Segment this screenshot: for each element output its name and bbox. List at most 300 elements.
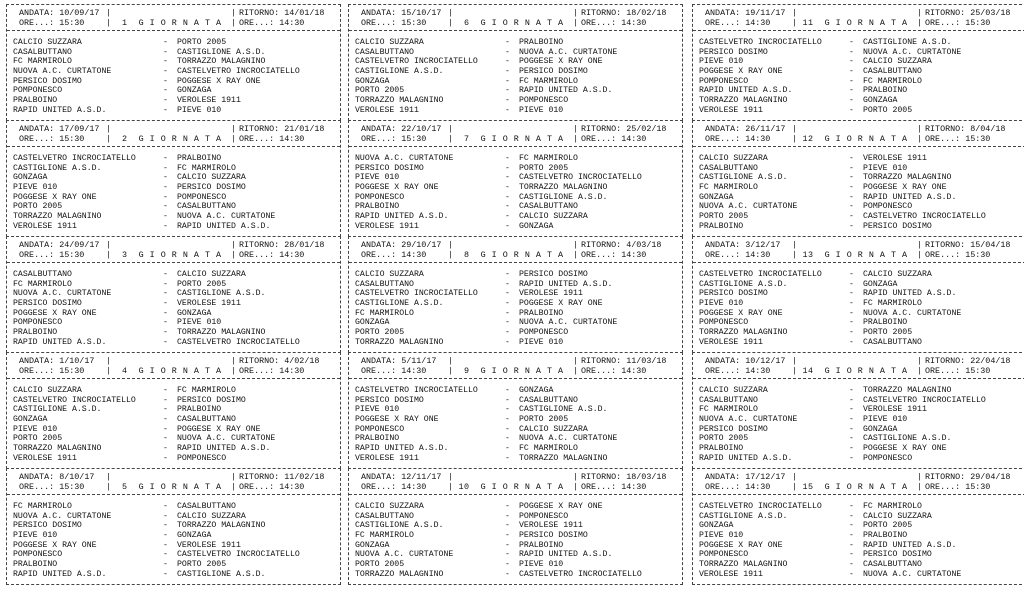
match-dash: -: [505, 212, 510, 222]
match-row: [355, 173, 678, 183]
away-team: FC MARMIROLO: [519, 76, 578, 86]
home-team: PIEVE 010: [355, 405, 400, 415]
match-row: [699, 434, 1022, 444]
away-team: CALCIO SUZZARA: [863, 270, 932, 279]
match-row: [13, 222, 336, 232]
match-row: [355, 521, 678, 531]
ritorno-time: ORE...: 15:30: [925, 133, 991, 144]
away-team: PERSICO DOSIMO: [177, 395, 246, 405]
home-team: VEROLESE 1911: [699, 569, 763, 579]
match-list: [699, 502, 1022, 580]
round-header-times: [355, 251, 680, 261]
round-title: 5 G I O R N A T A: [111, 481, 222, 492]
away-team: NUOVA A.C. CURTATONE: [519, 434, 618, 444]
match-row: [699, 280, 1022, 290]
match-row: [699, 96, 1022, 106]
away-team: POMPONESCO: [863, 453, 913, 463]
match-row: [699, 541, 1022, 551]
match-row: [699, 154, 1022, 164]
ritorno-time: ORE...: 14:30: [581, 481, 647, 492]
header-divider: |: [917, 249, 923, 260]
home-team: TORRAZZO MALAGNINO: [699, 96, 788, 106]
home-team: PIEVE 010: [699, 299, 744, 309]
round-title: 3 G I O R N A T A: [111, 249, 222, 260]
header-divider: |: [448, 365, 454, 376]
match-dash: -: [849, 202, 854, 212]
match-row: [355, 405, 678, 415]
away-team: POMPONESCO: [177, 453, 227, 463]
match-dash: -: [163, 96, 168, 106]
header-divider: |: [917, 133, 923, 144]
header-separator: [7, 262, 340, 263]
round-block: [348, 236, 683, 353]
andata-time: ORE...: 15:30: [19, 249, 85, 260]
away-team: PERSICO DOSIMO: [863, 550, 932, 560]
match-row: [13, 405, 336, 415]
match-dash: -: [849, 328, 854, 338]
match-row: [699, 444, 1022, 454]
header-divider: |: [792, 481, 798, 492]
header-divider: |: [231, 17, 237, 28]
round-header-times: [355, 19, 680, 29]
away-team: GONZAGA: [177, 86, 212, 96]
match-row: [355, 289, 678, 299]
match-dash: -: [163, 212, 168, 222]
match-row: [13, 86, 336, 96]
home-team: CASTIGLIONE A.S.D.: [699, 279, 788, 289]
away-team: PRALBOINO: [177, 154, 222, 163]
header-separator: [349, 494, 682, 495]
match-row: [355, 77, 678, 87]
away-team: PRALBOINO: [863, 86, 908, 96]
match-list: [699, 270, 1022, 348]
match-list: [355, 270, 678, 348]
round-title: 9 G I O R N A T A: [453, 365, 564, 376]
home-team: FC MARMIROLO: [699, 183, 758, 193]
match-row: [355, 512, 678, 522]
away-team: CASTELVETRO INCROCIATELLO: [863, 395, 986, 405]
ritorno-date: RITORNO: 28/01/18: [239, 240, 325, 250]
match-dash: -: [505, 96, 510, 106]
round-block: [6, 468, 341, 585]
match-row: [355, 531, 678, 541]
match-row: [355, 396, 678, 406]
round-title: 1 G I O R N A T A: [111, 17, 222, 28]
match-dash: -: [849, 57, 854, 67]
away-team: PIEVE 010: [519, 560, 564, 570]
header-divider: |: [448, 356, 454, 366]
match-row: [699, 193, 1022, 203]
match-dash: -: [849, 154, 854, 163]
andata-date: ANDATA: 1/10/17: [19, 356, 95, 366]
header-divider: |: [106, 365, 112, 376]
header-divider: |: [106, 124, 112, 134]
home-team: POGGESE X RAY ONE: [13, 192, 97, 202]
match-dash: -: [163, 395, 168, 405]
match-dash: -: [505, 192, 510, 202]
home-team: POGGESE X RAY ONE: [699, 308, 783, 318]
header-divider: |: [792, 472, 798, 482]
header-separator: [693, 30, 1024, 31]
match-row: [13, 280, 336, 290]
andata-time: ORE...: 14:30: [705, 481, 771, 492]
ritorno-time: ORE...: 14:30: [581, 133, 647, 144]
match-row: [13, 212, 336, 222]
away-team: CASTELVETRO INCROCIATELLO: [519, 569, 642, 579]
home-team: PERSICO DOSIMO: [699, 424, 768, 434]
ritorno-date: RITORNO: 11/03/18: [581, 356, 667, 366]
home-team: CALCIO SUZZARA: [13, 386, 82, 395]
ritorno-time: ORE...: 15:30: [925, 481, 991, 492]
header-divider: |: [573, 249, 579, 260]
round-block: [692, 120, 1024, 237]
match-dash: -: [163, 192, 168, 202]
home-team: TORRAZZO MALAGNINO: [355, 569, 444, 579]
home-team: VEROLESE 1911: [699, 337, 763, 347]
ritorno-time: ORE...: 14:30: [581, 249, 647, 260]
header-divider: |: [917, 472, 923, 482]
away-team: NUOVA A.C. CURTATONE: [177, 212, 276, 222]
match-row: [13, 48, 336, 58]
home-team: CASTELVETRO INCROCIATELLO: [699, 270, 822, 279]
home-team: GONZAGA: [13, 415, 48, 425]
match-row: [355, 212, 678, 222]
match-row: [355, 48, 678, 58]
ritorno-date: RITORNO: 29/04/18: [925, 472, 1011, 482]
round-header-times: [355, 483, 680, 493]
header-divider: |: [106, 356, 112, 366]
match-row: [699, 560, 1022, 570]
home-team: RAPID UNITED A.S.D.: [13, 105, 107, 115]
home-team: PERSICO DOSIMO: [699, 289, 768, 299]
andata-time: ORE...: 15:30: [361, 133, 427, 144]
header-divider: |: [573, 8, 579, 18]
andata-time: ORE...: 14:30: [705, 365, 771, 376]
round-title: 12 G I O R N A T A: [797, 133, 908, 144]
match-dash: -: [505, 531, 510, 541]
match-dash: -: [849, 308, 854, 318]
home-team: CALCIO SUZZARA: [355, 502, 424, 511]
away-team: CASTELVETRO INCROCIATELLO: [177, 550, 300, 560]
away-team: POMPONESCO: [177, 192, 227, 202]
match-row: [355, 415, 678, 425]
away-team: CASALBUTTANO: [177, 502, 236, 511]
match-dash: -: [849, 221, 854, 231]
match-dash: -: [505, 540, 510, 550]
match-row: [13, 96, 336, 106]
home-team: CASTELVETRO INCROCIATELLO: [699, 38, 822, 47]
andata-date: ANDATA: 15/10/17: [361, 8, 442, 18]
ritorno-time: ORE...: 15:30: [925, 17, 991, 28]
away-team: POGGESE X RAY ONE: [177, 424, 261, 434]
home-team: FC MARMIROLO: [699, 405, 758, 415]
away-team: CASALBUTTANO: [177, 202, 236, 212]
match-dash: -: [163, 57, 168, 67]
match-dash: -: [163, 154, 168, 163]
header-divider: |: [792, 17, 798, 28]
match-dash: -: [163, 502, 168, 511]
header-separator: [349, 30, 682, 31]
header-separator: [7, 146, 340, 147]
header-divider: |: [231, 365, 237, 376]
round-header-times: [699, 135, 1024, 145]
match-row: [699, 289, 1022, 299]
match-list: [13, 154, 336, 232]
home-team: NUOVA A.C. CURTATONE: [13, 67, 112, 77]
header-divider: |: [106, 240, 112, 250]
header-divider: |: [106, 17, 112, 28]
andata-time: ORE...: 15:30: [19, 481, 85, 492]
match-dash: -: [849, 521, 854, 531]
match-dash: -: [505, 163, 510, 173]
home-team: PORTO 2005: [355, 560, 405, 570]
round-header-times: [699, 19, 1024, 29]
header-divider: |: [448, 481, 454, 492]
match-row: [699, 338, 1022, 348]
match-dash: -: [163, 173, 168, 183]
header-divider: |: [792, 133, 798, 144]
home-team: TORRAZZO MALAGNINO: [355, 96, 444, 106]
match-row: [13, 386, 336, 396]
away-team: RAPID UNITED A.S.D.: [519, 550, 613, 560]
match-row: [699, 202, 1022, 212]
match-dash: -: [505, 386, 510, 395]
away-team: POGGESE X RAY ONE: [519, 299, 603, 309]
home-team: PRALBOINO: [13, 328, 58, 338]
match-row: [13, 338, 336, 348]
match-row: [13, 454, 336, 464]
match-dash: -: [505, 38, 510, 47]
home-team: PIEVE 010: [13, 183, 58, 193]
away-team: RAPID UNITED A.S.D.: [519, 279, 613, 289]
round-block: [6, 352, 341, 469]
header-divider: |: [448, 8, 454, 18]
away-team: PORTO 2005: [519, 163, 569, 173]
away-team: PRALBOINO: [863, 531, 908, 541]
home-team: PRALBOINO: [699, 221, 744, 231]
match-dash: -: [163, 270, 168, 279]
home-team: PIEVE 010: [355, 173, 400, 183]
away-team: NUOVA A.C. CURTATONE: [177, 434, 276, 444]
away-team: GONZAGA: [177, 308, 212, 318]
home-team: PIEVE 010: [13, 424, 58, 434]
match-row: [699, 77, 1022, 87]
match-row: [13, 38, 336, 48]
match-row: [699, 425, 1022, 435]
round-header-times: [355, 135, 680, 145]
andata-date: ANDATA: 26/11/17: [705, 124, 786, 134]
match-row: [13, 444, 336, 454]
match-row: [355, 164, 678, 174]
home-team: POMPONESCO: [699, 76, 749, 86]
round-header-times: [13, 251, 338, 261]
home-team: RAPID UNITED A.S.D.: [13, 569, 107, 579]
home-team: PERSICO DOSIMO: [355, 395, 424, 405]
away-team: PORTO 2005: [519, 415, 569, 425]
match-row: [699, 38, 1022, 48]
match-row: [699, 405, 1022, 415]
home-team: NUOVA A.C. CURTATONE: [13, 511, 112, 521]
home-team: VEROLESE 1911: [699, 105, 763, 115]
away-team: CASTIGLIONE A.S.D.: [863, 38, 952, 47]
match-row: [699, 570, 1022, 580]
match-dash: -: [163, 337, 168, 347]
header-separator: [349, 262, 682, 263]
round-block: [6, 236, 341, 353]
match-row: [13, 560, 336, 570]
away-team: NUOVA A.C. CURTATONE: [519, 47, 618, 57]
header-divider: |: [917, 365, 923, 376]
home-team: VEROLESE 1911: [13, 221, 77, 231]
home-team: CASTELVETRO INCROCIATELLO: [355, 386, 478, 395]
home-team: POGGESE X RAY ONE: [13, 308, 97, 318]
match-list: [13, 502, 336, 580]
match-row: [699, 512, 1022, 522]
match-row: [13, 202, 336, 212]
match-dash: -: [505, 521, 510, 531]
match-row: [355, 560, 678, 570]
away-team: POGGESE X RAY ONE: [519, 502, 603, 511]
home-team: CALCIO SUZZARA: [699, 386, 768, 395]
match-row: [699, 386, 1022, 396]
round-title: 2 G I O R N A T A: [111, 133, 222, 144]
round-title: 10 G I O R N A T A: [453, 481, 564, 492]
match-dash: -: [849, 67, 854, 77]
match-row: [13, 541, 336, 551]
match-row: [699, 309, 1022, 319]
match-dash: -: [505, 502, 510, 511]
match-dash: -: [505, 511, 510, 521]
header-divider: |: [573, 240, 579, 250]
header-divider: |: [792, 8, 798, 18]
andata-time: ORE...: 15:30: [19, 17, 85, 28]
away-team: CASALBUTTANO: [863, 67, 922, 77]
match-row: [355, 338, 678, 348]
match-dash: -: [849, 47, 854, 57]
away-team: CALCIO SUZZARA: [519, 212, 588, 222]
away-team: FC MARMIROLO: [863, 299, 922, 309]
match-row: [699, 396, 1022, 406]
home-team: POGGESE X RAY ONE: [13, 540, 97, 550]
match-dash: -: [163, 279, 168, 289]
header-divider: |: [573, 472, 579, 482]
away-team: RAPID UNITED A.S.D.: [863, 540, 957, 550]
match-dash: -: [505, 67, 510, 77]
away-team: NUOVA A.C. CURTATONE: [863, 569, 962, 579]
home-team: CASTIGLIONE A.S.D.: [13, 163, 102, 173]
header-divider: |: [573, 356, 579, 366]
match-dash: -: [163, 405, 168, 415]
header-divider: |: [106, 249, 112, 260]
match-row: [355, 299, 678, 309]
match-list: [355, 154, 678, 232]
away-team: GONZAGA: [863, 96, 898, 106]
away-team: CASTELVETRO INCROCIATELLO: [177, 67, 300, 77]
home-team: NUOVA A.C. CURTATONE: [355, 550, 454, 560]
match-row: [699, 299, 1022, 309]
match-dash: -: [163, 308, 168, 318]
match-row: [13, 512, 336, 522]
header-divider: |: [448, 124, 454, 134]
match-row: [13, 415, 336, 425]
match-list: [355, 38, 678, 116]
away-team: TORRAZZO MALAGNINO: [519, 183, 608, 193]
away-team: CALCIO SUZZARA: [519, 424, 588, 434]
home-team: CALCIO SUZZARA: [699, 154, 768, 163]
round-block: [348, 352, 683, 469]
match-row: [699, 106, 1022, 116]
home-team: NUOVA A.C. CURTATONE: [13, 289, 112, 299]
home-team: CASTELVETRO INCROCIATELLO: [13, 154, 136, 163]
andata-time: ORE...: 15:30: [19, 133, 85, 144]
away-team: CALCIO SUZZARA: [863, 511, 932, 521]
match-dash: -: [505, 289, 510, 299]
match-row: [13, 521, 336, 531]
match-dash: -: [505, 569, 510, 579]
match-row: [699, 328, 1022, 338]
away-team: PIEVE 010: [519, 105, 564, 115]
round-title: 6 G I O R N A T A: [453, 17, 564, 28]
header-divider: |: [106, 8, 112, 18]
away-team: NUOVA A.C. CURTATONE: [863, 47, 962, 57]
round-header-times: [355, 367, 680, 377]
home-team: PORTO 2005: [355, 86, 405, 96]
header-divider: |: [448, 133, 454, 144]
home-team: PORTO 2005: [13, 434, 63, 444]
ritorno-date: RITORNO: 14/01/18: [239, 8, 325, 18]
header-separator: [349, 146, 682, 147]
match-list: [699, 386, 1022, 464]
match-dash: -: [505, 337, 510, 347]
match-row: [355, 67, 678, 77]
home-team: CASALBUTTANO: [699, 163, 758, 173]
match-dash: -: [505, 328, 510, 338]
andata-date: ANDATA: 17/09/17: [19, 124, 100, 134]
match-dash: -: [505, 86, 510, 96]
round-title: 15 G I O R N A T A: [797, 481, 908, 492]
home-team: GONZAGA: [699, 521, 734, 531]
home-team: TORRAZZO MALAGNINO: [699, 328, 788, 338]
match-dash: -: [163, 453, 168, 463]
home-team: CASTIGLIONE A.S.D.: [355, 521, 444, 531]
match-row: [355, 425, 678, 435]
home-team: CASTIGLIONE A.S.D.: [355, 299, 444, 309]
match-dash: -: [163, 183, 168, 193]
round-title: 14 G I O R N A T A: [797, 365, 908, 376]
away-team: CASALBUTTANO: [863, 560, 922, 570]
home-team: FC MARMIROLO: [355, 308, 414, 318]
match-row: [699, 48, 1022, 58]
match-row: [355, 318, 678, 328]
match-row: [699, 173, 1022, 183]
home-team: PIEVE 010: [699, 57, 744, 67]
header-divider: |: [792, 249, 798, 260]
match-dash: -: [849, 453, 854, 463]
home-team: FC MARMIROLO: [13, 57, 72, 67]
match-row: [13, 309, 336, 319]
match-dash: -: [505, 105, 510, 115]
match-dash: -: [849, 86, 854, 96]
home-team: CALCIO SUZZARA: [13, 38, 82, 47]
match-dash: -: [505, 183, 510, 193]
home-team: CASALBUTTANO: [355, 47, 414, 57]
home-team: PERSICO DOSIMO: [13, 521, 82, 531]
match-dash: -: [849, 444, 854, 454]
header-divider: |: [792, 124, 798, 134]
andata-time: ORE...: 15:30: [19, 365, 85, 376]
match-row: [355, 154, 678, 164]
header-divider: |: [231, 481, 237, 492]
